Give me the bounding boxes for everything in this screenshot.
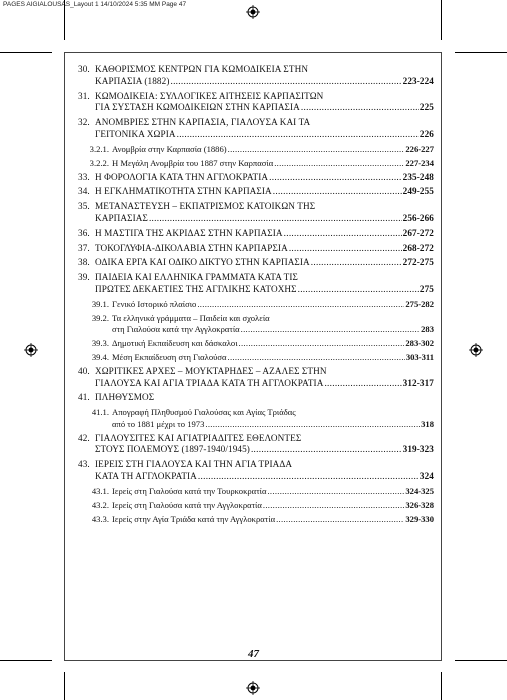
toc-title: Η ΕΓΚΛΗΜΑΤΙΚΟΤΗΤΑ ΣΤΗΝ ΚΑΡΠΑΣΙΑ <box>95 186 272 197</box>
toc-entry <box>78 64 434 88</box>
toc-subentry <box>78 407 434 430</box>
toc-leader-dots <box>274 158 404 169</box>
toc-entry <box>78 366 434 390</box>
toc-subentry <box>78 158 434 169</box>
toc-leader-dots <box>276 514 404 525</box>
toc-subentry <box>78 514 434 525</box>
toc-title: ΑΝΟΜΒΡΙΕΣ ΣΤΗΝ ΚΑΡΠΑΣΙΑ, ΓΙΑΛΟΥΣΑ ΚΑΙ ΤΑ <box>95 117 311 128</box>
toc-page-range: 225 <box>419 102 434 113</box>
toc-title: από το 1881 μέχρι το 1973 <box>112 418 205 429</box>
toc-line <box>78 91 434 103</box>
toc-entry <box>78 91 434 115</box>
toc-title: Η ΜΑΣΤΙΓΑ ΤΗΣ ΑΚΡΙΔΑΣ ΣΤΗΝ ΚΑΡΠΑΣΙΑ <box>95 227 283 238</box>
toc-number: 41.1. <box>91 407 109 418</box>
registration-mark-left <box>24 343 38 357</box>
toc-number: 40. <box>78 365 90 376</box>
toc-number: 3.2.2. <box>89 157 109 168</box>
toc-subentry <box>78 500 434 511</box>
toc-subentry <box>78 299 434 310</box>
toc-page-range: 324 <box>419 470 434 481</box>
toc-line <box>78 272 434 284</box>
toc-page-range: 226 <box>419 128 434 139</box>
toc-title: Απογραφή Πληθυσμού Γιαλούσας και Αγίας Τριάδας <box>112 407 296 418</box>
toc-number: 43.1. <box>91 485 109 496</box>
toc-page-range: 227-234 <box>405 157 434 168</box>
crop-mark <box>0 660 52 661</box>
toc-leader-dots <box>228 352 405 363</box>
toc-title: ΤΟΚΟΓΛΥΦΙΑ-ΔΙΚΟΛΑΒΙΑ ΣΤΗΝ ΚΑΡΠΑΡΣΙΑ <box>95 242 288 253</box>
toc-subentry <box>78 486 434 497</box>
toc-line <box>78 144 434 155</box>
toc-page-range: 235-248 <box>402 171 434 182</box>
toc-title: ΠΑΙΔΕΙΑ ΚΑΙ ΕΛΛΗΝΙΚΑ ΓΡΑΜΜΑΤΑ ΚΑΤΑ ΤΙΣ <box>95 272 298 283</box>
toc-leader-dots <box>228 144 405 155</box>
toc-leader-dots <box>239 338 405 349</box>
toc-leader-dots <box>267 486 404 497</box>
toc-leader-dots <box>298 284 419 296</box>
toc-title: Ιερείς στη Γιαλούσα κατά την Αγγλοκρατία <box>112 499 262 510</box>
toc-line <box>78 471 434 483</box>
toc-page-range: 249-255 <box>402 186 434 197</box>
toc-number: 39.2. <box>91 312 109 323</box>
toc-line <box>78 213 434 225</box>
toc-entry <box>78 243 434 255</box>
toc-entry <box>78 117 434 141</box>
toc-number: 37. <box>78 242 90 253</box>
toc-title: στη Γιαλούσα κατά την Αγγλοκρατία <box>112 324 240 335</box>
toc-number: 39.4. <box>91 351 109 362</box>
toc-leader-dots <box>251 444 402 456</box>
toc-line <box>78 486 434 497</box>
toc-title: ΓΙΑ ΣΥΣΤΑΣΗ ΚΩΜΟΔΙΚΕΙΩΝ ΣΤΗΝ ΚΑΡΠΑΣΙΑ <box>95 102 300 113</box>
toc-title: ΚΑΘΟΡΙΣΜΟΣ ΚΕΝΤΡΩΝ ΓΙΑ ΚΩΜΟΔΙΚΕΙΑ ΣΤΗΝ <box>95 64 309 74</box>
toc-line <box>78 352 434 363</box>
print-slug: PAGES AIGIALOUSAS_Layout 1 14/10/2024 5:35 MM Page 47 <box>3 1 187 8</box>
toc-title: Γενικό Ιστορικό πλαίσιο <box>112 298 197 309</box>
toc-page-range: 303-311 <box>405 351 434 362</box>
toc-line <box>78 378 434 390</box>
toc-line <box>78 407 434 418</box>
crop-mark <box>455 660 507 661</box>
toc-leader-dots <box>269 172 402 184</box>
toc-page-range: 275-282 <box>405 298 434 309</box>
toc-page-range: 267-272 <box>402 227 434 238</box>
toc-title: ΚΑΤΑ ΤΗ ΑΓΓΛΟΚΡΑΤΙΑ <box>95 470 197 481</box>
toc-leader-dots <box>198 471 419 483</box>
toc-leader-dots <box>273 186 402 198</box>
toc-title: ΚΑΡΠΑΣΙΑ (1882) <box>95 75 170 86</box>
toc-number: 32. <box>78 117 90 128</box>
toc-line <box>78 172 434 184</box>
crop-mark <box>441 672 442 700</box>
toc-line <box>78 284 434 296</box>
toc-title: ΧΩΡΙΤΙΚΕΣ ΑΡΧΕΣ – ΜΟΥΚΤΑΡΗΔΕΣ – ΑΖΑΛΕΣ ΣΤΗΝ <box>95 365 327 376</box>
toc-number: 42. <box>78 432 90 443</box>
toc-entry <box>78 257 434 269</box>
toc-line <box>78 201 434 213</box>
toc-title: Η ΦΟΡΟΛΟΓΙΑ ΚΑΤΑ ΤΗΝ ΑΓΓΛΟΚΡΑΤΙΑ <box>95 171 269 182</box>
toc-title: ΣΤΟΥΣ ΠΟΛΕΜΟΥΣ (1897-1940/1945) <box>95 444 250 455</box>
toc-number: 36. <box>78 227 90 238</box>
toc-leader-dots <box>177 129 419 141</box>
toc-number: 39.3. <box>91 337 109 348</box>
toc-line <box>78 186 434 198</box>
registration-mark-top <box>246 5 260 19</box>
crop-mark <box>64 672 65 700</box>
toc-line <box>78 257 434 269</box>
toc-number: 33. <box>78 171 90 182</box>
toc-page-range: 275 <box>419 283 434 294</box>
toc-leader-dots <box>301 102 419 114</box>
toc-title: ΜΕΤΑΝΑΣΤΕΥΣΗ – ΕΚΠΑΤΡΙΣΜΟΣ ΚΑΤΟΙΚΩΝ ΤΗΣ <box>95 201 316 212</box>
toc-title: Δημοτική Εκπαίδευση και δάσκαλοι <box>112 337 238 348</box>
toc-entry <box>78 272 434 296</box>
toc-title: ΓΙΑΛΟΥΣΙΤΕΣ ΚΑΙ ΑΓΙΑΤΡΙΑΔΙΤΕΣ ΕΘΕΛΟΝΤΕΣ <box>95 432 302 443</box>
toc-line <box>78 433 434 445</box>
toc-line <box>78 129 434 141</box>
toc-leader-dots <box>289 243 402 255</box>
toc-line <box>78 299 434 310</box>
toc-title: ΚΑΡΠΑΣΙΑΣ <box>95 212 148 223</box>
toc-title: ΚΩΜΟΔΙΚΕΙΑ: ΣΥΛΛΟΓΙΚΕΣ ΑΙΤΗΣΕΙΣ ΚΑΡΠΑΣΙΤΩΝ <box>95 90 324 101</box>
toc-page-range: 318 <box>421 418 434 429</box>
registration-mark-bottom <box>246 681 260 695</box>
toc-line <box>78 102 434 114</box>
toc-page-range: 223-224 <box>402 75 434 86</box>
toc-line <box>78 158 434 169</box>
toc-title: Ιερείς στην Αγία Τριάδα κατά την Αγγλοκρατία <box>112 513 276 524</box>
toc-number: 34. <box>78 186 90 197</box>
toc-subentry <box>78 144 434 155</box>
toc-number: 35. <box>78 201 90 212</box>
toc-line <box>78 228 434 240</box>
toc-entry <box>78 186 434 198</box>
toc-line <box>78 419 434 430</box>
toc-title: ΠΡΩΤΕΣ ΔΕΚΑΕΤΙΕΣ ΤΗΣ ΑΓΓΛΙΚΗΣ ΚΑΤΟΧΗΣ <box>95 283 297 294</box>
toc-number: 31. <box>78 90 90 101</box>
crop-mark <box>455 52 507 53</box>
toc-line <box>78 313 434 324</box>
toc-page-range: 268-272 <box>402 242 434 253</box>
toc-title: ΓΕΙΤΟΝΙΚΑ ΧΩΡΙΑ <box>95 128 176 139</box>
toc-page-range: 272-275 <box>402 257 434 268</box>
toc-entry <box>78 392 434 404</box>
toc-number: 30. <box>78 64 90 74</box>
toc-subentry <box>78 313 434 336</box>
toc-page-range: 324-325 <box>405 485 434 496</box>
toc-title: Η Μεγάλη Ανομβρία του 1887 στην Καρπασία <box>112 157 274 168</box>
toc-leader-dots <box>197 299 404 310</box>
table-of-contents <box>78 64 434 527</box>
toc-entry <box>78 172 434 184</box>
toc-line <box>78 514 434 525</box>
toc-page-range: 312-317 <box>402 377 434 388</box>
toc-line <box>78 324 434 335</box>
toc-line <box>78 444 434 456</box>
toc-line <box>78 338 434 349</box>
toc-subentry <box>78 352 434 363</box>
toc-page-range: 329-330 <box>405 513 434 524</box>
toc-line <box>78 64 434 76</box>
toc-page-range: 256-266 <box>402 212 434 223</box>
toc-number: 43.2. <box>91 499 109 510</box>
toc-leader-dots <box>324 378 401 390</box>
toc-entry <box>78 228 434 240</box>
toc-line <box>78 366 434 378</box>
toc-title: ΙΕΡΕΙΣ ΣΤΗ ΓΙΑΛΟΥΣΑ ΚΑΙ ΤΗΝ ΑΓΙΑ ΤΡΙΑΔΑ <box>95 459 293 470</box>
toc-line <box>78 76 434 88</box>
toc-leader-dots <box>311 257 402 269</box>
toc-title: Μέση Εκπαίδευση στη Γιαλούσα <box>112 351 227 362</box>
toc-line <box>78 243 434 255</box>
toc-entry <box>78 201 434 225</box>
toc-number: 43.3. <box>91 513 109 524</box>
crop-mark <box>0 52 52 53</box>
toc-leader-dots <box>263 500 404 511</box>
toc-entry <box>78 459 434 483</box>
toc-leader-dots <box>149 213 402 225</box>
toc-page-range: 226-227 <box>405 143 434 154</box>
toc-number: 39. <box>78 272 90 283</box>
toc-entry <box>78 433 434 457</box>
toc-line <box>78 459 434 471</box>
toc-page-range: 283 <box>421 324 434 335</box>
toc-title: Ανομβρία στην Καρπασία (1886) <box>112 143 227 154</box>
toc-number: 43. <box>78 459 90 470</box>
toc-page-range: 326-328 <box>405 499 434 510</box>
toc-line <box>78 392 434 404</box>
toc-title: ΓΙΑΛΟΥΣΑ ΚΑΙ ΑΓΙΑ ΤΡΙΑΔΑ ΚΑΤΑ ΤΗ ΑΓΓΛΟΚΡΑΤΙΑ <box>95 377 324 388</box>
crop-mark <box>441 0 442 40</box>
toc-leader-dots <box>284 228 402 240</box>
toc-number: 41. <box>78 392 90 403</box>
toc-title: Τα ελληνικά γράμματα – Παιδεία και σχολεία <box>112 312 270 323</box>
toc-number: 39.1. <box>91 298 109 309</box>
registration-mark-right <box>469 343 483 357</box>
toc-leader-dots <box>205 419 420 430</box>
toc-leader-dots <box>241 324 420 335</box>
toc-line <box>78 117 434 129</box>
toc-number: 3.2.1. <box>89 143 109 154</box>
toc-line <box>78 500 434 511</box>
crop-mark <box>64 0 65 40</box>
toc-page-range: 283-302 <box>405 337 434 348</box>
toc-leader-dots <box>170 76 401 88</box>
toc-title: Ιερείς στη Γιαλούσα κατά την Τουρκοκρατία <box>112 485 267 496</box>
toc-number: 38. <box>78 257 90 268</box>
page-number: 47 <box>248 648 259 660</box>
toc-subentry <box>78 338 434 349</box>
toc-title: ΟΔΙΚΑ ΕΡΓΑ ΚΑΙ ΟΔΙΚΟ ΔΙΚΤΥΟ ΣΤΗΝ ΚΑΡΠΑΣΙΑ <box>95 257 310 268</box>
toc-page-range: 319-323 <box>402 444 434 455</box>
toc-title: ΠΛΗΘΥΣΜΟΣ <box>95 392 155 403</box>
